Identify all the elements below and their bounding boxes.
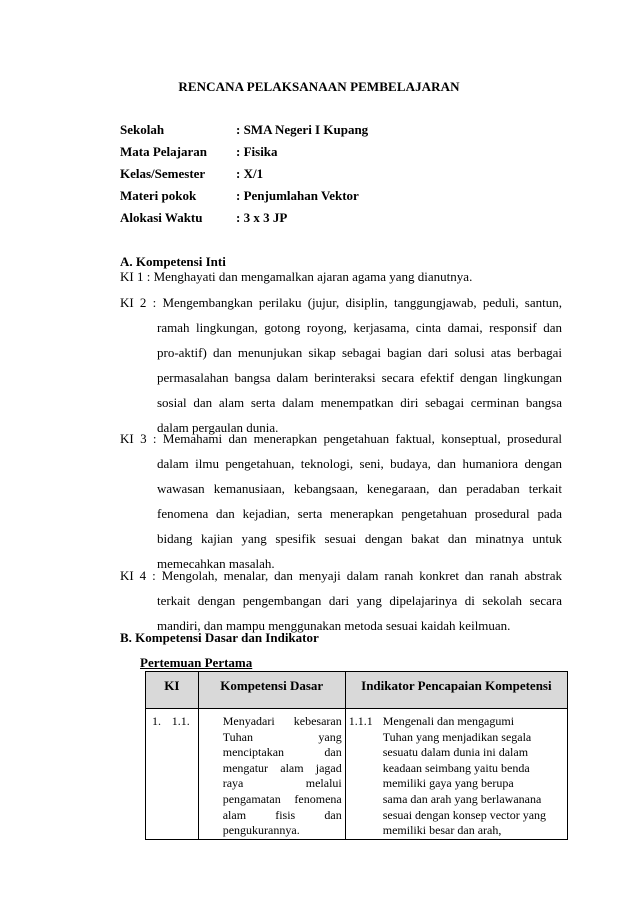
kd-line: mengatur alam jagad bbox=[222, 760, 342, 775]
kd-line: Tuhan yang bbox=[222, 729, 342, 744]
kd-line: raya melalui bbox=[222, 776, 342, 791]
indicator-content bbox=[349, 714, 564, 839]
meta-key: Materi pokok bbox=[120, 188, 197, 203]
document-title: RENCANA PELAKSANAAN PEMBELAJARAN bbox=[178, 79, 460, 94]
cell-indikator bbox=[345, 709, 567, 840]
ki-2-line: sosial dan alam serta dalam menempatkan diri sebagai cerminan bangsa bbox=[157, 395, 562, 410]
meta-value: : X/1 bbox=[236, 166, 264, 181]
meta-value: : Fisika bbox=[236, 144, 278, 159]
section-heading-kompetensi-dasar: B. Kompetensi Dasar dan Indikator bbox=[120, 630, 319, 645]
meta-key: Kelas/Semester bbox=[120, 166, 206, 181]
indicator-line: memiliki gaya yang berupa bbox=[382, 776, 514, 791]
indicator-line: Tuhan yang menjadikan segala bbox=[382, 729, 532, 744]
ki-3-line: bidang kajian yang spesifik sesuai dengan bakat dan minatnya untuk bbox=[157, 531, 562, 546]
header-ki: KI bbox=[146, 672, 199, 709]
ki-2-line: dalam pergaulan dunia. bbox=[157, 420, 279, 435]
indicator-line: memiliki besar dan arah, bbox=[382, 823, 502, 838]
table-header-row bbox=[146, 672, 568, 709]
indicator-line: sama dan arah yang berlawanana bbox=[382, 791, 542, 806]
indicator-line: sesuai dengan konsep vector yang bbox=[382, 807, 547, 822]
ki-2-line: permasalahan bangsa dalam berinteraksi secara efektif dengan lingkungan bbox=[157, 370, 562, 385]
kd-text bbox=[223, 714, 342, 839]
kompetensi-table bbox=[145, 671, 568, 840]
ki-2-line: pro-aktif) dan menunjukan sikap sebagai bagian dari solusi atas berbagai bbox=[157, 345, 562, 360]
meta-key: Alokasi Waktu bbox=[120, 210, 203, 225]
meta-value: : 3 x 3 JP bbox=[236, 210, 288, 225]
ki-3-line: fenomena dan kejadian, serta menerapkan pengetahuan prosedural pada bbox=[157, 506, 562, 521]
indicator-number: 1.1.1 bbox=[348, 714, 373, 728]
ki-3-line: dalam ilmu pengetahuan, teknologi, seni, budaya, dan humaniora dengan bbox=[157, 456, 562, 471]
kd-content bbox=[171, 714, 342, 839]
ki-1-line: KI 1 : Menghayati dan mengamalkan ajaran agama yang dianutnya. bbox=[120, 269, 473, 284]
kd-line: alam fisis dan bbox=[222, 807, 342, 822]
kd-line: pengukurannya. bbox=[222, 823, 300, 838]
indicator-text bbox=[383, 714, 546, 839]
indicator-line: Mengenali dan mengagumi bbox=[382, 714, 515, 728]
kd-line: Menyadari kebesaran bbox=[222, 714, 342, 728]
cell-kompetensi-dasar bbox=[171, 709, 345, 840]
indicator-line: keadaan seimbang yaitu benda bbox=[382, 760, 530, 775]
pertemuan-heading: Pertemuan Pertama bbox=[140, 655, 253, 670]
header-indikator: Indikator Pencapaian Kompetensi bbox=[345, 672, 567, 709]
kd-number: 1.1. bbox=[171, 714, 190, 728]
section-heading-kompetensi-inti: A. Kompetensi Inti bbox=[120, 254, 226, 269]
meta-key: Mata Pelajaran bbox=[120, 144, 208, 159]
ki-number: 1. bbox=[152, 714, 161, 728]
indicator-line: sesuatu dalam dunia ini dalam bbox=[382, 745, 529, 760]
ki-3-line: memecahkan masalah. bbox=[157, 556, 275, 571]
ki-3-line: wawasan kemanusiaan, kebangsaan, kenegaraan, dan peradaban terkait bbox=[157, 481, 562, 496]
ki-4-line: KI 4 : Mengolah, menalar, dan menyaji dalam ranah konkret dan ranah abstrak bbox=[120, 568, 562, 583]
header-kompetensi-dasar: Kompetensi Dasar bbox=[198, 672, 345, 709]
ki-3-line: KI 3 : Memahami dan menerapkan pengetahuan faktual, konseptual, prosedural bbox=[120, 431, 562, 446]
kd-line: pengamatan fenomena bbox=[222, 791, 342, 806]
kd-line: menciptakan dan bbox=[222, 745, 342, 760]
ki-4-line: terkait dengan pengembangan dari yang dipelajarinya di sekolah secara bbox=[157, 593, 562, 608]
ki-2-line: ramah lingkungan, gotong royong, kerjasama, cinta damai, responsif dan bbox=[157, 320, 562, 335]
table-row bbox=[146, 709, 568, 840]
meta-value: : SMA Negeri I Kupang bbox=[236, 122, 369, 137]
meta-key: Sekolah bbox=[120, 122, 165, 137]
ki-2-line: KI 2 : Mengembangkan perilaku (jujur, disiplin, tanggungjawab, peduli, santun, bbox=[120, 295, 562, 310]
ki-4-line: mandiri, dan mampu menggunakan metoda sesuai kaidah keilmuan. bbox=[157, 618, 511, 633]
meta-value: : Penjumlahan Vektor bbox=[236, 188, 359, 203]
